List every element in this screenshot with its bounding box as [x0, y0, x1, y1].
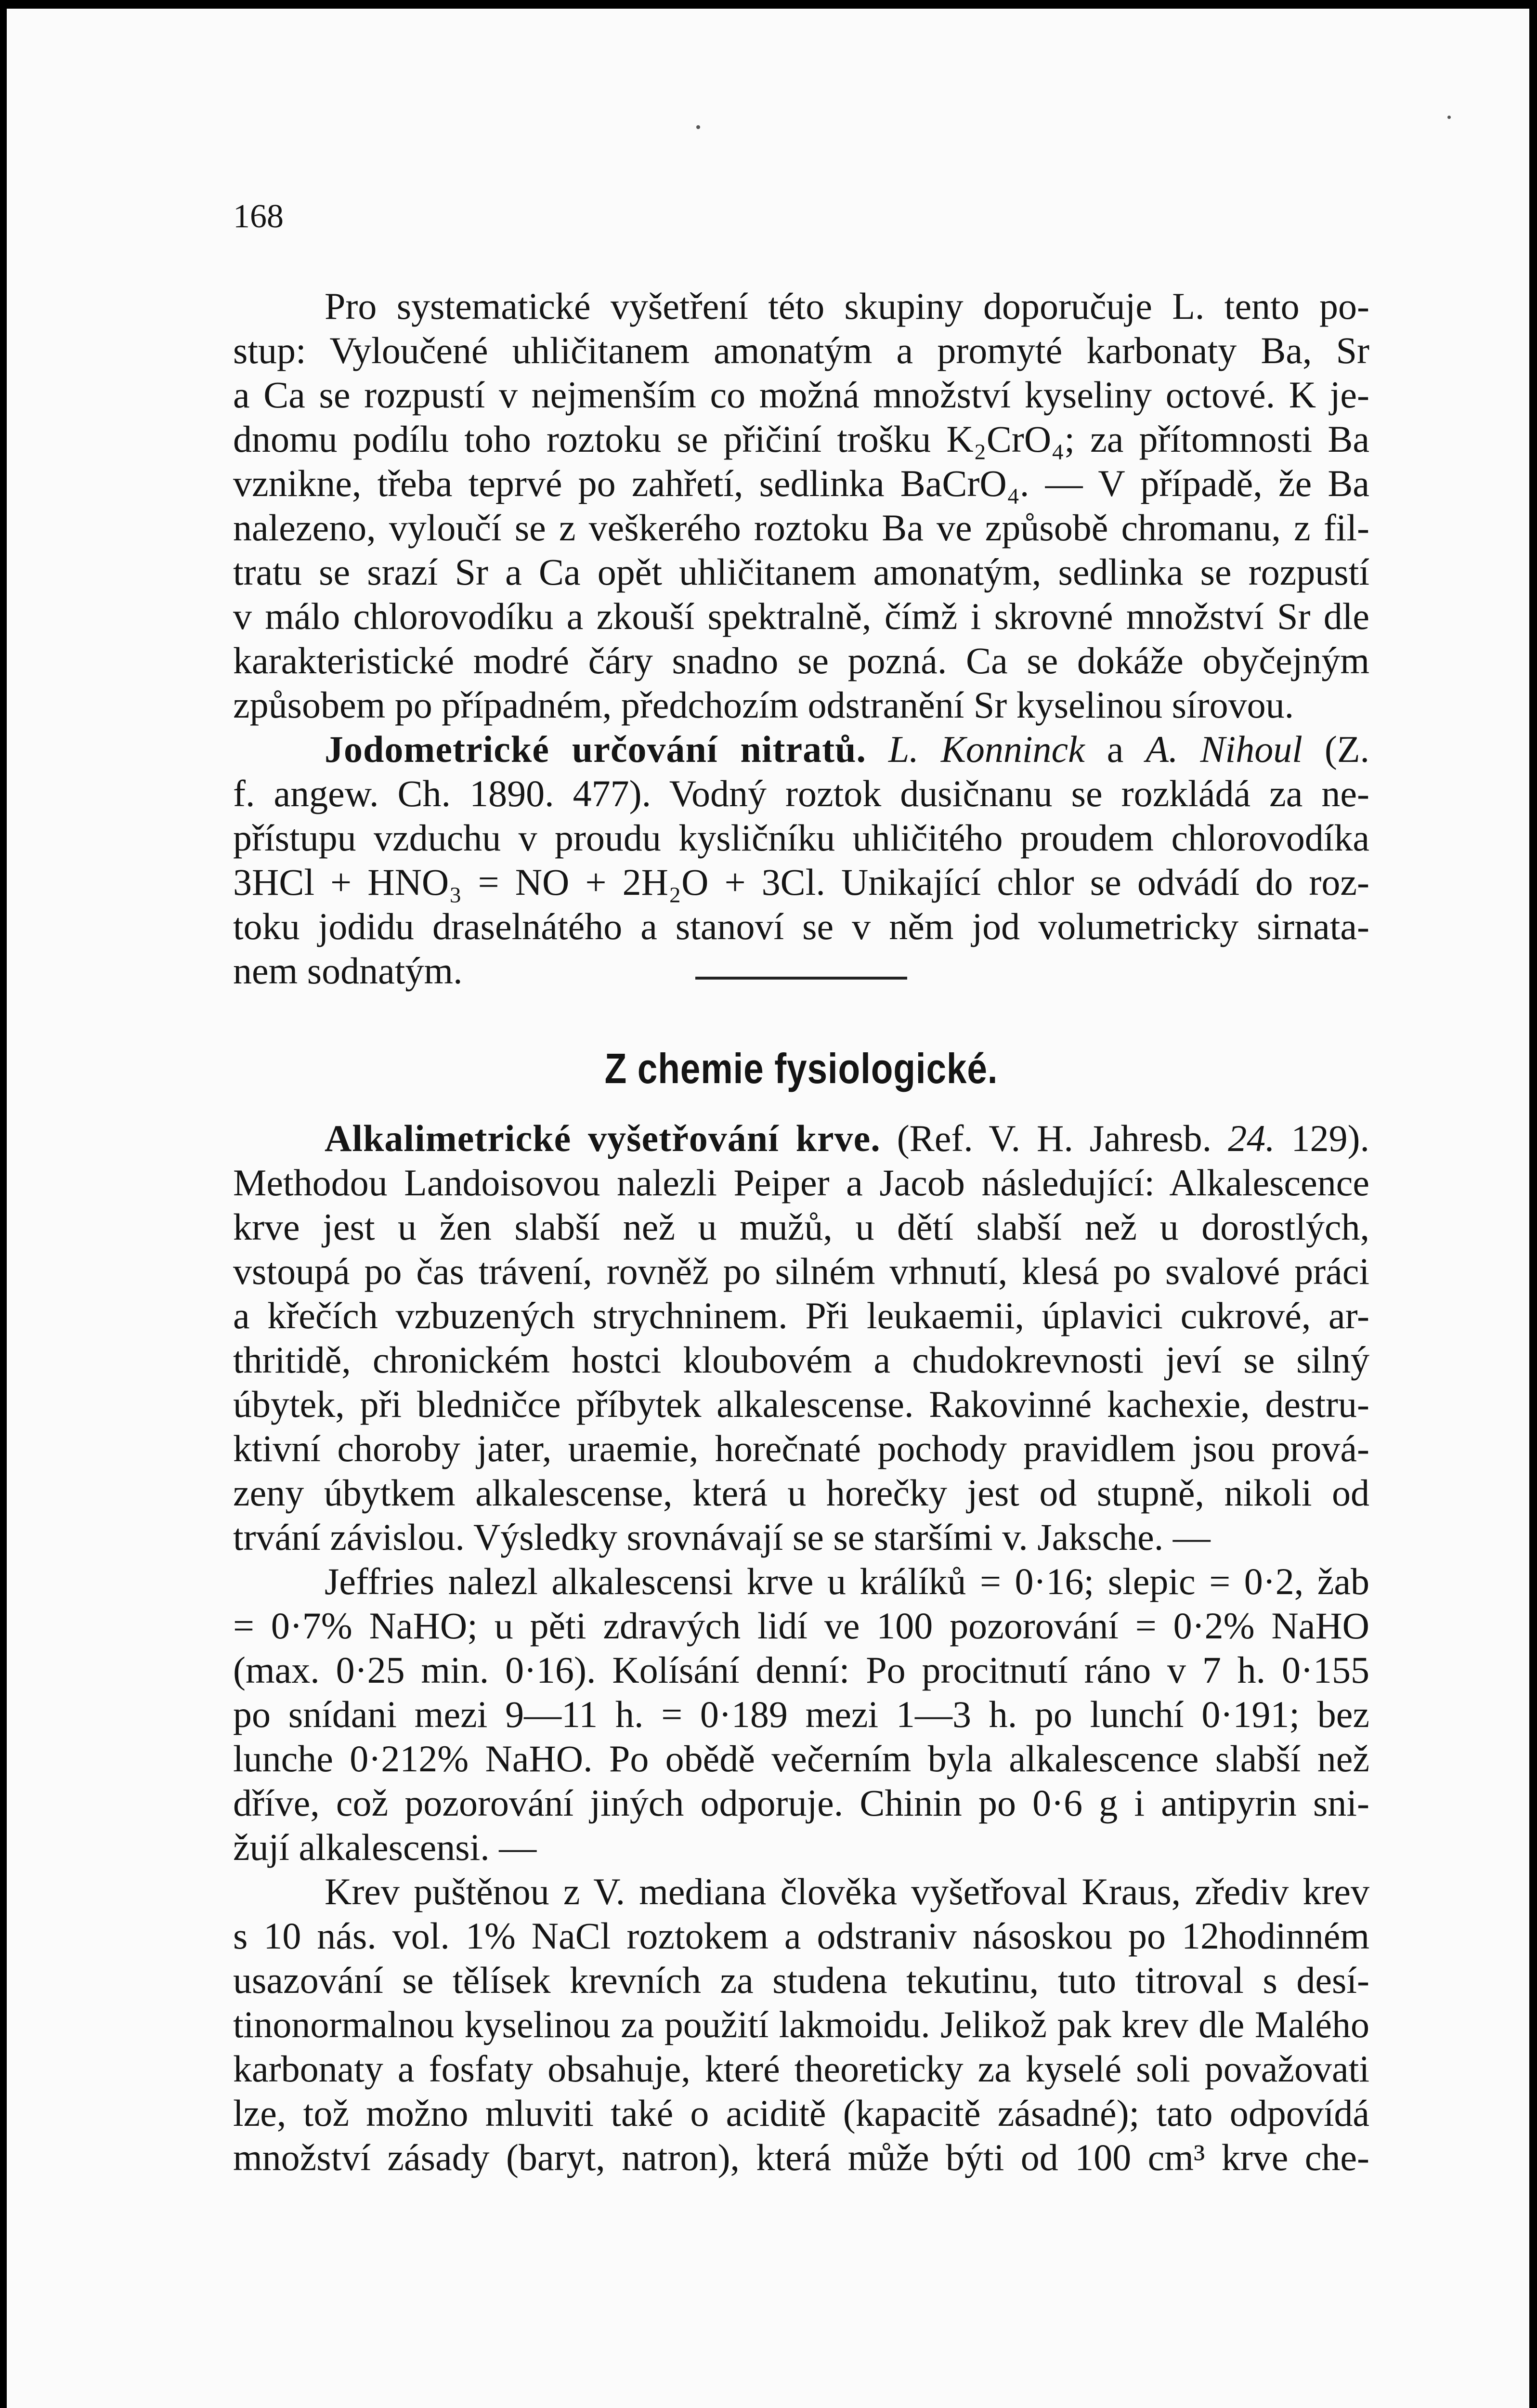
text-line: karbonaty a fosfaty obsahuje, které theoreticky za kyselé soli považovati	[233, 2048, 1369, 2090]
conjunction: a	[1107, 728, 1124, 770]
scan-speck	[1447, 116, 1451, 119]
text-line: krve jest u žen slabší než u mužů, u dětí slabší než u dorostlých,	[233, 1206, 1369, 1248]
text-line: toku jodidu draselnátého a stanoví se v něm jod volumetricky sirnata-	[233, 905, 1369, 947]
section-heading: Alkalimetrické vyšetřování krve.	[325, 1117, 881, 1159]
text-line: nem sodnatým.	[233, 950, 463, 992]
reference-text: 129).	[1291, 1117, 1369, 1159]
text-line: 3HCl + HNO₃ = NO + 2H₂O + 3Cl. Unikající chlor se odvádí do roz-	[233, 861, 1369, 903]
text-line: tratu se srazí Sr a Ca opět uhličitanem amonatým, sedlinka se rozpustí	[233, 551, 1369, 593]
section-heading-line	[233, 727, 1369, 772]
text-line: Jeffries nalezl alkalescensi krve u králíků = 0·16; slepic = 0·2, žab	[325, 1560, 1369, 1602]
text-line: přístupu vzduchu v proudu kysličníku uhličitého proudem chlorovodíka	[233, 817, 1369, 859]
text-line: tinonormalnou kyselinou za použití lakmoidu. Jelikož pak krev dle Malého	[233, 2003, 1369, 2045]
text-line: úbytek, při bledničce příbytek alkalescense. Rakovinné kachexie, destru-	[233, 1383, 1369, 1425]
text-line: nalezeno, vyloučí se z veškerého roztoku Ba ve způsobě chromanu, z fil-	[233, 507, 1369, 549]
text-line: lunche 0·212% NaHO. Po obědě večerním byla alkalescence slabší než	[233, 1738, 1369, 1780]
text-line: (max. 0·25 min. 0·16). Kolísání denní: Po procitnutí ráno v 7 h. 0·155	[233, 1649, 1369, 1691]
section-heading: Jodometrické určování nitratů.	[325, 728, 866, 770]
text-line: ktivní choroby jater, uraemie, horečnaté pochody pravidlem jsou prová-	[233, 1427, 1369, 1469]
text-line: s 10 nás. vol. 1% NaCl roztokem a odstraniv násoskou po 12hodinném	[233, 1915, 1369, 1957]
reference-open: (Z.	[1324, 728, 1370, 770]
page	[7, 9, 1529, 2408]
section-heading-line	[233, 1116, 1369, 1161]
chapter-title: Z chemie fysiologické.	[604, 1045, 998, 1092]
text-line: způsobem po případném, předchozím odstranění Sr kyselinou sírovou.	[233, 684, 1294, 726]
text-line: f. angew. Ch. 1890. 477). Vodný roztok dusičnanu se rozkládá za ne-	[233, 772, 1369, 814]
text-line: a křečích vzbuzených strychninem. Při leukaemii, úplavici cukrové, ar-	[233, 1295, 1369, 1336]
text-line: vstoupá po čas trávení, rovněž po silném vrhnutí, klesá po svalové práci	[233, 1250, 1369, 1292]
text-line: vznikne, třeba teprvé po zahřetí, sedlinka BaCrO₄. — V případě, že Ba	[233, 462, 1369, 504]
reference-text: (Ref. V. H. Jahresb.	[897, 1117, 1212, 1159]
text-line: po snídani mezi 9—11 h. = 0·189 mezi 1—3 h. po lunchí 0·191; bez	[233, 1693, 1369, 1735]
author-name: Konninck	[940, 728, 1085, 770]
text-line: Methodou Landoisovou nalezli Peiper a Jacob následující: Alkalescence	[233, 1162, 1369, 1204]
text-line: dříve, což pozorování jiných odporuje. Chinin po 0·6 g i antipyrin sni-	[233, 1782, 1369, 1824]
text-line: lze, tož možno mluviti také o aciditě (kapacitě zásadné); tato odpovídá	[233, 2092, 1369, 2134]
text-line: Krev puštěnou z V. mediana člověka vyšetřoval Kraus, zřediv krev	[325, 1871, 1369, 1912]
text-line: Pro systematické vyšetření této skupiny doporučuje L. tento po-	[325, 285, 1369, 327]
author-initial: A.	[1146, 728, 1178, 770]
author-name: Nihoul	[1200, 728, 1303, 770]
author-initial: L.	[888, 728, 919, 770]
text-line: thritidě, chronickém hostci kloubovém a chudokrevnosti jeví se silný	[233, 1339, 1369, 1381]
reference-volume: 24.	[1228, 1117, 1275, 1159]
text-line: karakteristické modré čáry snadno se pozná. Ca se dokáže obyčejným	[233, 640, 1369, 681]
text-line: v málo chlorovodíku a zkouší spektralně, čímž i skrovné množství Sr dle	[233, 595, 1369, 637]
text-line: dnomu podílu toho roztoku se přičiní trošku K₂CrO₄; za přítomnosti Ba	[233, 418, 1369, 460]
text-line: zeny úbytkem alkalescense, která u horečky jest od stupně, nikoli od	[233, 1472, 1369, 1514]
text-line: = 0·7% NaHO; u pěti zdravých lidí ve 100 pozorování = 0·2% NaHO	[233, 1605, 1369, 1647]
text-line: stup: Vyloučené uhličitanem amonatým a promyté karbonaty Ba, Sr	[233, 329, 1369, 371]
separator-rule	[695, 977, 907, 980]
text-line: a Ca se rozpustí v nejmenším co možná množství kyseliny octové. K je-	[233, 374, 1369, 416]
text-line: množství zásady (baryt, natron), která může býti od 100 cm³ krve che-	[233, 2136, 1369, 2178]
text-line: usazování se tělísek krevních za studena tekutinu, tuto titroval s desí-	[233, 1959, 1369, 2001]
scan-speck	[696, 125, 700, 129]
text-line: žují alkalescensi. —	[233, 1826, 537, 1868]
page-number: 168	[233, 198, 284, 235]
text-line: trvání závislou. Výsledky srovnávají se se staršími v. Jaksche. —	[233, 1516, 1211, 1558]
